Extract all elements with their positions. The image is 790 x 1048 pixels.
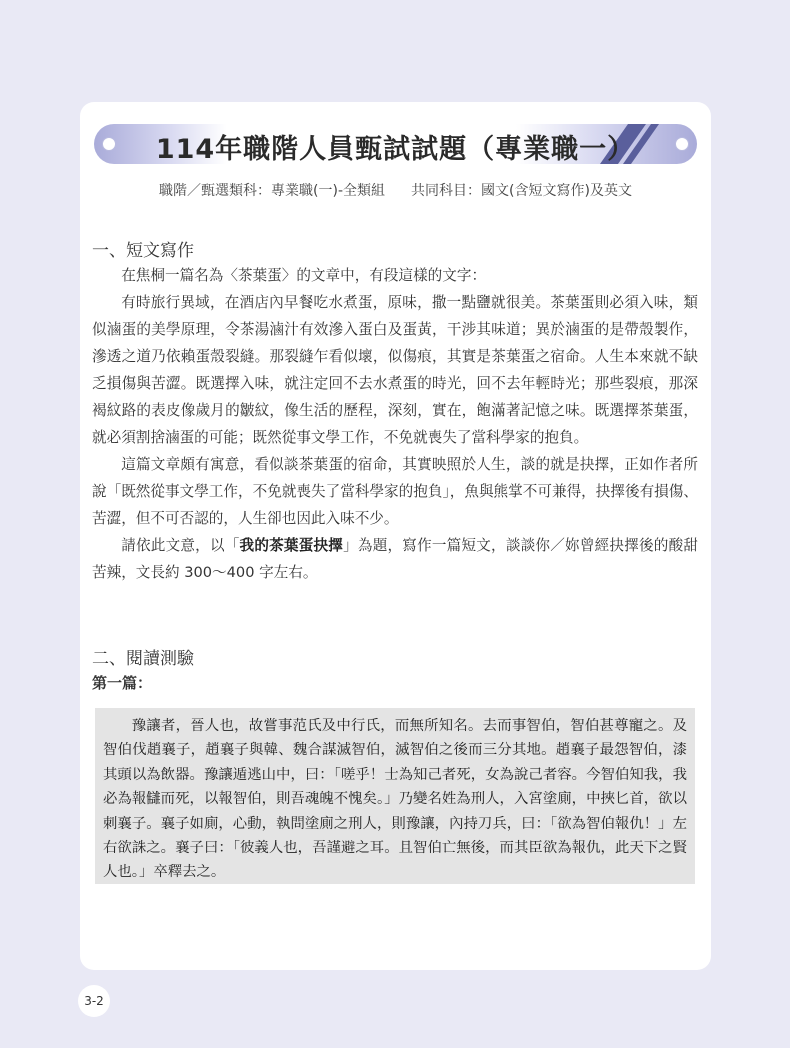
writing-commentary: 這篇文章頗有寓意，看似談茶葉蛋的宿命，其實映照於人生，談的就是抉擇，正如作者所說「既然從事文學工作，不免就喪失了當科學家的抱負」，魚與熊掌不可兼得，抉擇後有損傷、苦澀，但不可否認的，人生卻也因此入味不少。 [92,456,698,527]
page-number: 3-2 [78,985,110,1017]
reading-passage-box [95,708,695,884]
subtitle-subject: 共同科目：國文(含短文寫作)及英文 [411,183,632,199]
title-banner [94,124,697,164]
subtitle-category: 職階／甄選類科：專業職(一)-全類組 [159,183,386,199]
exam-title: 114年職階人員甄試試題（專業職一） [155,134,636,164]
exam-subtitle [80,180,711,200]
passage-label: 第一篇： [92,674,153,692]
writing-quote: 有時旅行異域，在酒店內早餐吃水煮蛋，原味，撒一點鹽就很美。茶葉蛋則必須入味，類似滷蛋的美學原理，令茶湯滷汁有效滲入蛋白及蛋黃，干涉其味道；異於滷蛋的是帶殼製作，滲透之道乃依賴蛋殼裂縫。那裂縫乍看似壞，似傷痕，其實是茶葉蛋之宿命。人生本來就不缺乏損傷與苦澀。既選擇入味，就注定回不去水煮蛋的時光，回不去年輕時光；那些裂痕，那深褐紋路的表皮像歲月的皺紋，像生活的歷程，深刻，實在，飽滿著記憶之味。既選擇茶葉蛋，就必須割捨滷蛋的可能；既然從事文學工作，不免就喪失了當科學家的抱負。 [92,294,698,446]
reading-passage: 豫讓者，晉人也，故嘗事范氏及中行氏，而無所知名。去而事智伯，智伯甚尊寵之。及智伯伐趙襄子，趙襄子與韓、魏合謀滅智伯，滅智伯之後而三分其地。趙襄子最怨智伯，漆其頭以為飲器。豫讓遁逃山中，曰：「嗟乎！士為知己者死，女為說己者容。今智伯知我，我必為報讎而死，以報智伯，則吾魂魄不愧矣。」乃變名姓為刑人，入宮塗廁，中挾匕首，欲以刺襄子。襄子如廁，心動，執問塗廁之刑人，則豫讓，內持刀兵，曰：「欲為智伯報仇！」左右欲誅之。襄子曰：「彼義人也，吾謹避之耳。且智伯亡無後，而其臣欲為報仇，此天下之賢人也。」卒釋去之。 [103,718,687,881]
page-card [80,102,711,970]
writing-prompt: 請依此文意，以「我的茶葉蛋抉擇」為題，寫作一篇短文，談談你／妳曾經抉擇後的酸甜苦辣，文長約 300～400 字左右。 [92,537,698,581]
writing-section-body [92,262,698,586]
section-title-writing: 一、短文寫作 [92,241,194,261]
writing-intro: 在焦桐一篇名為〈茶葉蛋〉的文章中，有段這樣的文字： [121,267,487,284]
section-title-reading: 二、閱讀測驗 [92,649,194,669]
writing-topic: 我的茶葉蛋抉擇 [239,537,344,554]
